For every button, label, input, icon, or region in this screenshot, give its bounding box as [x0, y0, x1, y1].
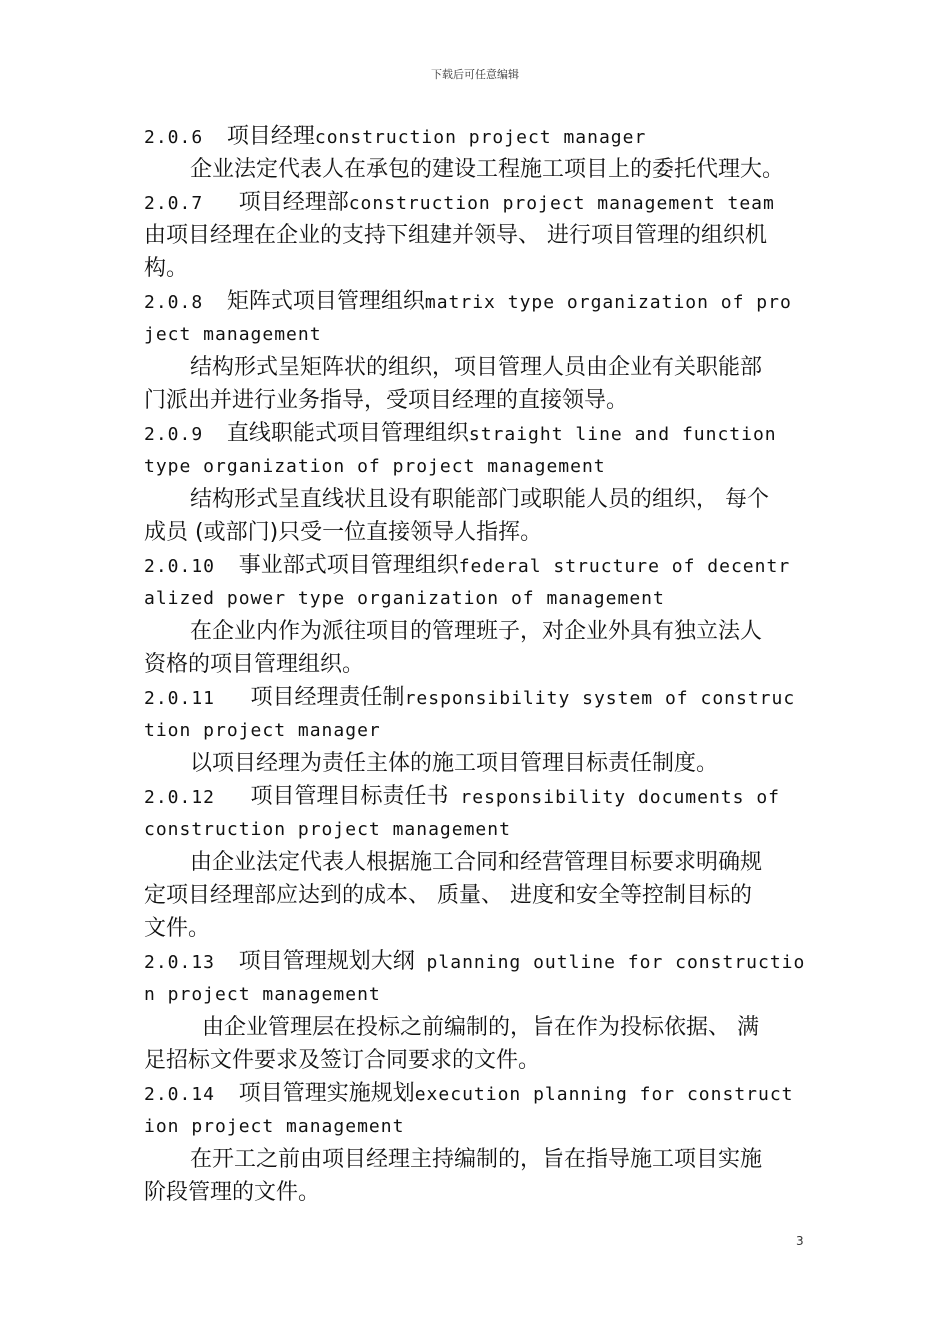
document-body	[144, 120, 812, 1209]
term-heading-2-0-10	[144, 549, 812, 582]
page-header: 下载后可任意编辑	[431, 68, 519, 81]
term-english: responsibility system of construc	[404, 688, 796, 709]
term-definition: 结构形式呈矩阵状的组织，项目管理人员由企业有关职能部	[190, 355, 763, 380]
term-english: matrix type organization of pro	[424, 292, 792, 313]
term-heading-2-0-12	[144, 780, 812, 813]
term-definition: 构。	[144, 256, 189, 281]
term-english: planning outline for constructio	[414, 952, 806, 973]
term-english: execution planning for construct	[414, 1084, 794, 1105]
term-heading-2-0-9	[144, 417, 812, 450]
term-heading-2-0-14	[144, 1077, 812, 1110]
term-definition: 文件。	[144, 916, 211, 941]
term-chinese: 项目管理目标责任书	[250, 784, 449, 809]
term-heading-2-0-7	[144, 186, 812, 219]
term-english: construction project manager	[314, 127, 647, 148]
page-number: 3	[796, 1234, 804, 1248]
term-number: 2.0.8	[144, 292, 227, 313]
term-definition: 阶段管理的文件。	[144, 1180, 321, 1205]
term-definition: 以项目经理为责任主体的施工项目管理目标责任制度。	[190, 751, 719, 776]
term-chinese: 直线职能式项目管理组织	[226, 421, 469, 446]
term-chinese: 项目管理实施规划	[238, 1081, 415, 1106]
term-english-continued: type organization of project management	[144, 456, 606, 477]
term-definition: 企业法定代表人在承包的建设工程施工项目上的委托代理大。	[190, 157, 785, 182]
term-definition: 定项目经理部应达到的成本、 质量、 进度和安全等控制目标的	[144, 883, 752, 908]
term-heading-2-0-6	[144, 120, 812, 153]
term-definition: 成员 (或部门)只受一位直接领导人指挥。	[144, 520, 543, 545]
term-english-continued: ject management	[144, 324, 322, 345]
term-number: 2.0.11	[144, 688, 251, 709]
term-chinese: 项目经理部	[238, 190, 349, 215]
term-definition: 足招标文件要求及签订合同要求的文件。	[144, 1048, 541, 1073]
term-heading-2-0-13	[144, 945, 812, 978]
term-english: federal structure of decentr	[458, 556, 791, 577]
term-number: 2.0.9	[144, 424, 227, 445]
term-definition: 由项目经理在企业的支持下组建并领导、 进行项目管理的组织机	[144, 223, 767, 248]
term-number: 2.0.6	[144, 127, 227, 148]
term-english-continued: tion project manager	[144, 720, 381, 741]
term-chinese: 事业部式项目管理组织	[238, 553, 459, 578]
term-definition: 结构形式呈直线状且设有职能部门或职能人员的组织， 每个	[190, 487, 769, 512]
term-english-continued: ion project management	[144, 1116, 405, 1137]
term-number: 2.0.12	[144, 787, 251, 808]
term-number: 2.0.13	[144, 952, 239, 973]
term-number: 2.0.10	[144, 556, 239, 577]
term-definition: 在企业内作为派往项目的管理班子，对企业外具有独立法人	[190, 619, 763, 644]
term-english-continued: alized power type organization of management	[144, 588, 665, 609]
term-number: 2.0.7	[144, 193, 239, 214]
term-heading-2-0-11	[144, 681, 812, 714]
term-english: responsibility documents of	[448, 787, 780, 808]
term-english-continued: construction project management	[144, 819, 511, 840]
term-definition: 由企业管理层在投标之前编制的，旨在作为投标依据、 满	[202, 1015, 759, 1040]
term-chinese: 项目经理	[226, 124, 315, 149]
term-chinese: 项目管理规划大纲	[238, 949, 415, 974]
term-definition: 在开工之前由项目经理主持编制的，旨在指导施工项目实施	[190, 1147, 763, 1172]
term-definition: 由企业法定代表人根据施工合同和经营管理目标要求明确规	[190, 850, 763, 875]
term-definition: 资格的项目管理组织。	[144, 652, 365, 677]
term-english: straight line and function	[468, 424, 777, 445]
term-english: construction project management team	[348, 193, 775, 214]
term-chinese: 项目经理责任制	[250, 685, 405, 710]
term-heading-2-0-8	[144, 285, 812, 318]
term-definition: 门派出并进行业务指导，受项目经理的直接领导。	[144, 388, 629, 413]
term-chinese: 矩阵式项目管理组织	[226, 289, 425, 314]
term-english-continued: n project management	[144, 984, 381, 1005]
term-number: 2.0.14	[144, 1084, 239, 1105]
